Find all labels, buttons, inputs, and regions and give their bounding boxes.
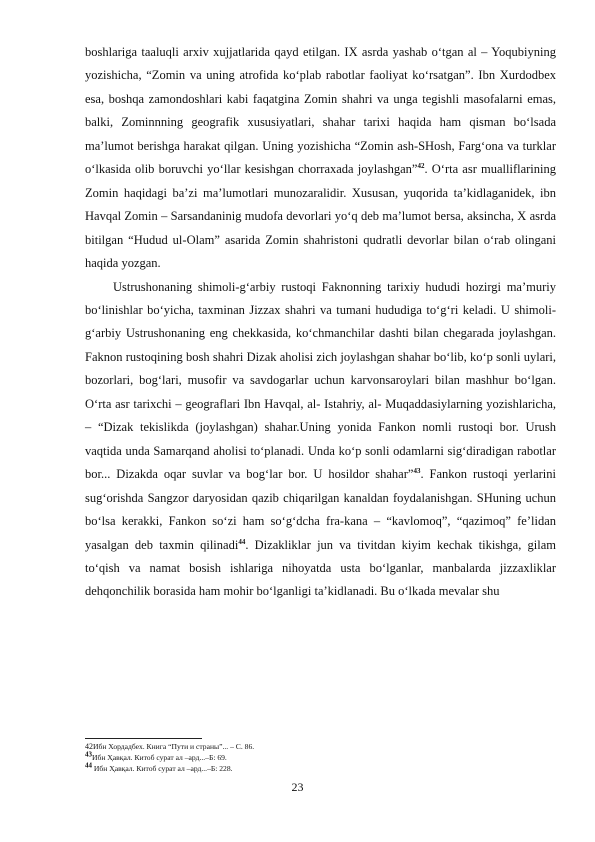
paragraph-1-text-b: . O‘rta asr mualliflarining Zomin haqidagi ba’zi ma’lumotlari munozaralidir. Xususan, yuqorida ta’kidlaganidek, ibn Havqal Zomin – Sarsandaninig mudofa devorlari yo‘q deb ma’lumot bersa, aksincha, X asrda bitilgan “Hudud ul-Olam” asarida Zomin shahristoni qudratli devorlar bilan o‘rab olingani haqida yozgan. <box>85 162 556 271</box>
footnote-text: Ибн Ҳавқал. Китоб сурат ал –ард...–Б: 69. <box>92 753 227 762</box>
footnote-separator <box>85 738 202 739</box>
footnote-text: Ибн Ҳавқал. Китоб сурат ал –ард...–Б: 228. <box>93 764 233 773</box>
page-number: 23 <box>291 780 304 794</box>
paragraph-1-text-a: boshlariga taaluqli arxiv xujjatlarida qayd etilgan. IX asrda yashab o‘tgan al – Yoqubiyning yozishicha, “Zomin va uning atrofida ko‘plab rabotlar faoliyat ko‘rsatgan”. Ibn Xurdodbex esa, boshqa zamondoshlari kabi faqatgina Zomin shahri va unga tegishli masofalarni emas, balki, Zominnning geografik xususiyatlari, shahar tarixi haqida ham qisman bo‘lsada ma’lumot berishga harakat qilgan. Uning yozishicha “Zomin ash-SHosh, Farg‘ona va turklar o‘lkasida olib boruvchi yo‘llar kesishgan chorraxada joylashgan” <box>85 45 556 177</box>
paragraph-1 <box>85 41 556 276</box>
footnote-number: 44 <box>85 761 92 770</box>
paragraph-2 <box>85 276 556 604</box>
footnote-43 <box>85 752 556 763</box>
paragraph-2-text-a: Ustrushonaning shimoli-g‘arbiy rustoqi Faknonning tarixiy hududi hozirgi ma’muriy bo‘linishlar bo‘yicha, taxminan Jizzax shahri va tumani hududiga to‘g‘ri keladi. U shimoli-g‘arbiy Ustrushonaning eng chekkasida, ko‘chmanchilar dashti bilan chegarada joylashgan. Faknon rustoqining bosh shahri Dizak aholisi zich joylashgan shahar bo‘lib, ko‘p sonli uylari, bozorlari, bog‘lari, musofir va savdogarlar uchun karvonsaroylari bilan mashhur bo‘lgan. O‘rta asr tarixchi – geograflari Ibn Havqal, al- Istahriy, al- Muqaddasiylarning yozishlaricha, – “Dizak tekislikda (joylashgan) shahar.Uning yonida Fankon nomli rustoqi bor. Urush vaqtida unda Samarqand aholisi to‘planadi. Unda ko‘p sonli odamlarni sig‘diradigan rabotlar bor... Dizakda oqar suvlar va bog‘lar bor. U hosildor shahar” <box>85 279 556 482</box>
paragraph-2-text-c: . Dizakliklar jun va tivitdan kiyim kechak tikishga, gilam to‘qish va namat bosish ishlariga nihoyatda usta bo‘lganlar, manbalarda jizzaxliklar dehqonchilik borasida ham mohir bo‘lganligi ta’kidlanadi. Bu o‘lkada mevalar shu <box>85 537 556 599</box>
footnote-44 <box>85 763 556 774</box>
footnote-ref-43[interactable]: 43 <box>413 467 421 475</box>
footnote-ref-42[interactable]: 42 <box>417 162 425 171</box>
footnote-number: 43 <box>85 750 92 759</box>
paragraph-2-text-b: . Fankon rustoqi yerlarini sug‘orishda Sangzor daryosidan qazib chiqarilgan kanaldan foydalanishgan. SHuning uchun bo‘lsa kerakki, Fankon so‘zi ham so‘g‘dcha fra-kana – “kavlomoq”, “qazimoq” fe’lidan yasalgan deb taxmin qilinadi <box>85 467 556 552</box>
footnote-text: Ибн Хордадбех. Книга “Пути и страны”... – С. 86. <box>93 742 255 751</box>
body-text <box>85 41 556 604</box>
footnote-number: 42 <box>85 742 93 751</box>
footnote-ref-44[interactable]: 44 <box>238 537 246 546</box>
footnote-42 <box>85 741 556 752</box>
footnotes <box>85 741 556 774</box>
